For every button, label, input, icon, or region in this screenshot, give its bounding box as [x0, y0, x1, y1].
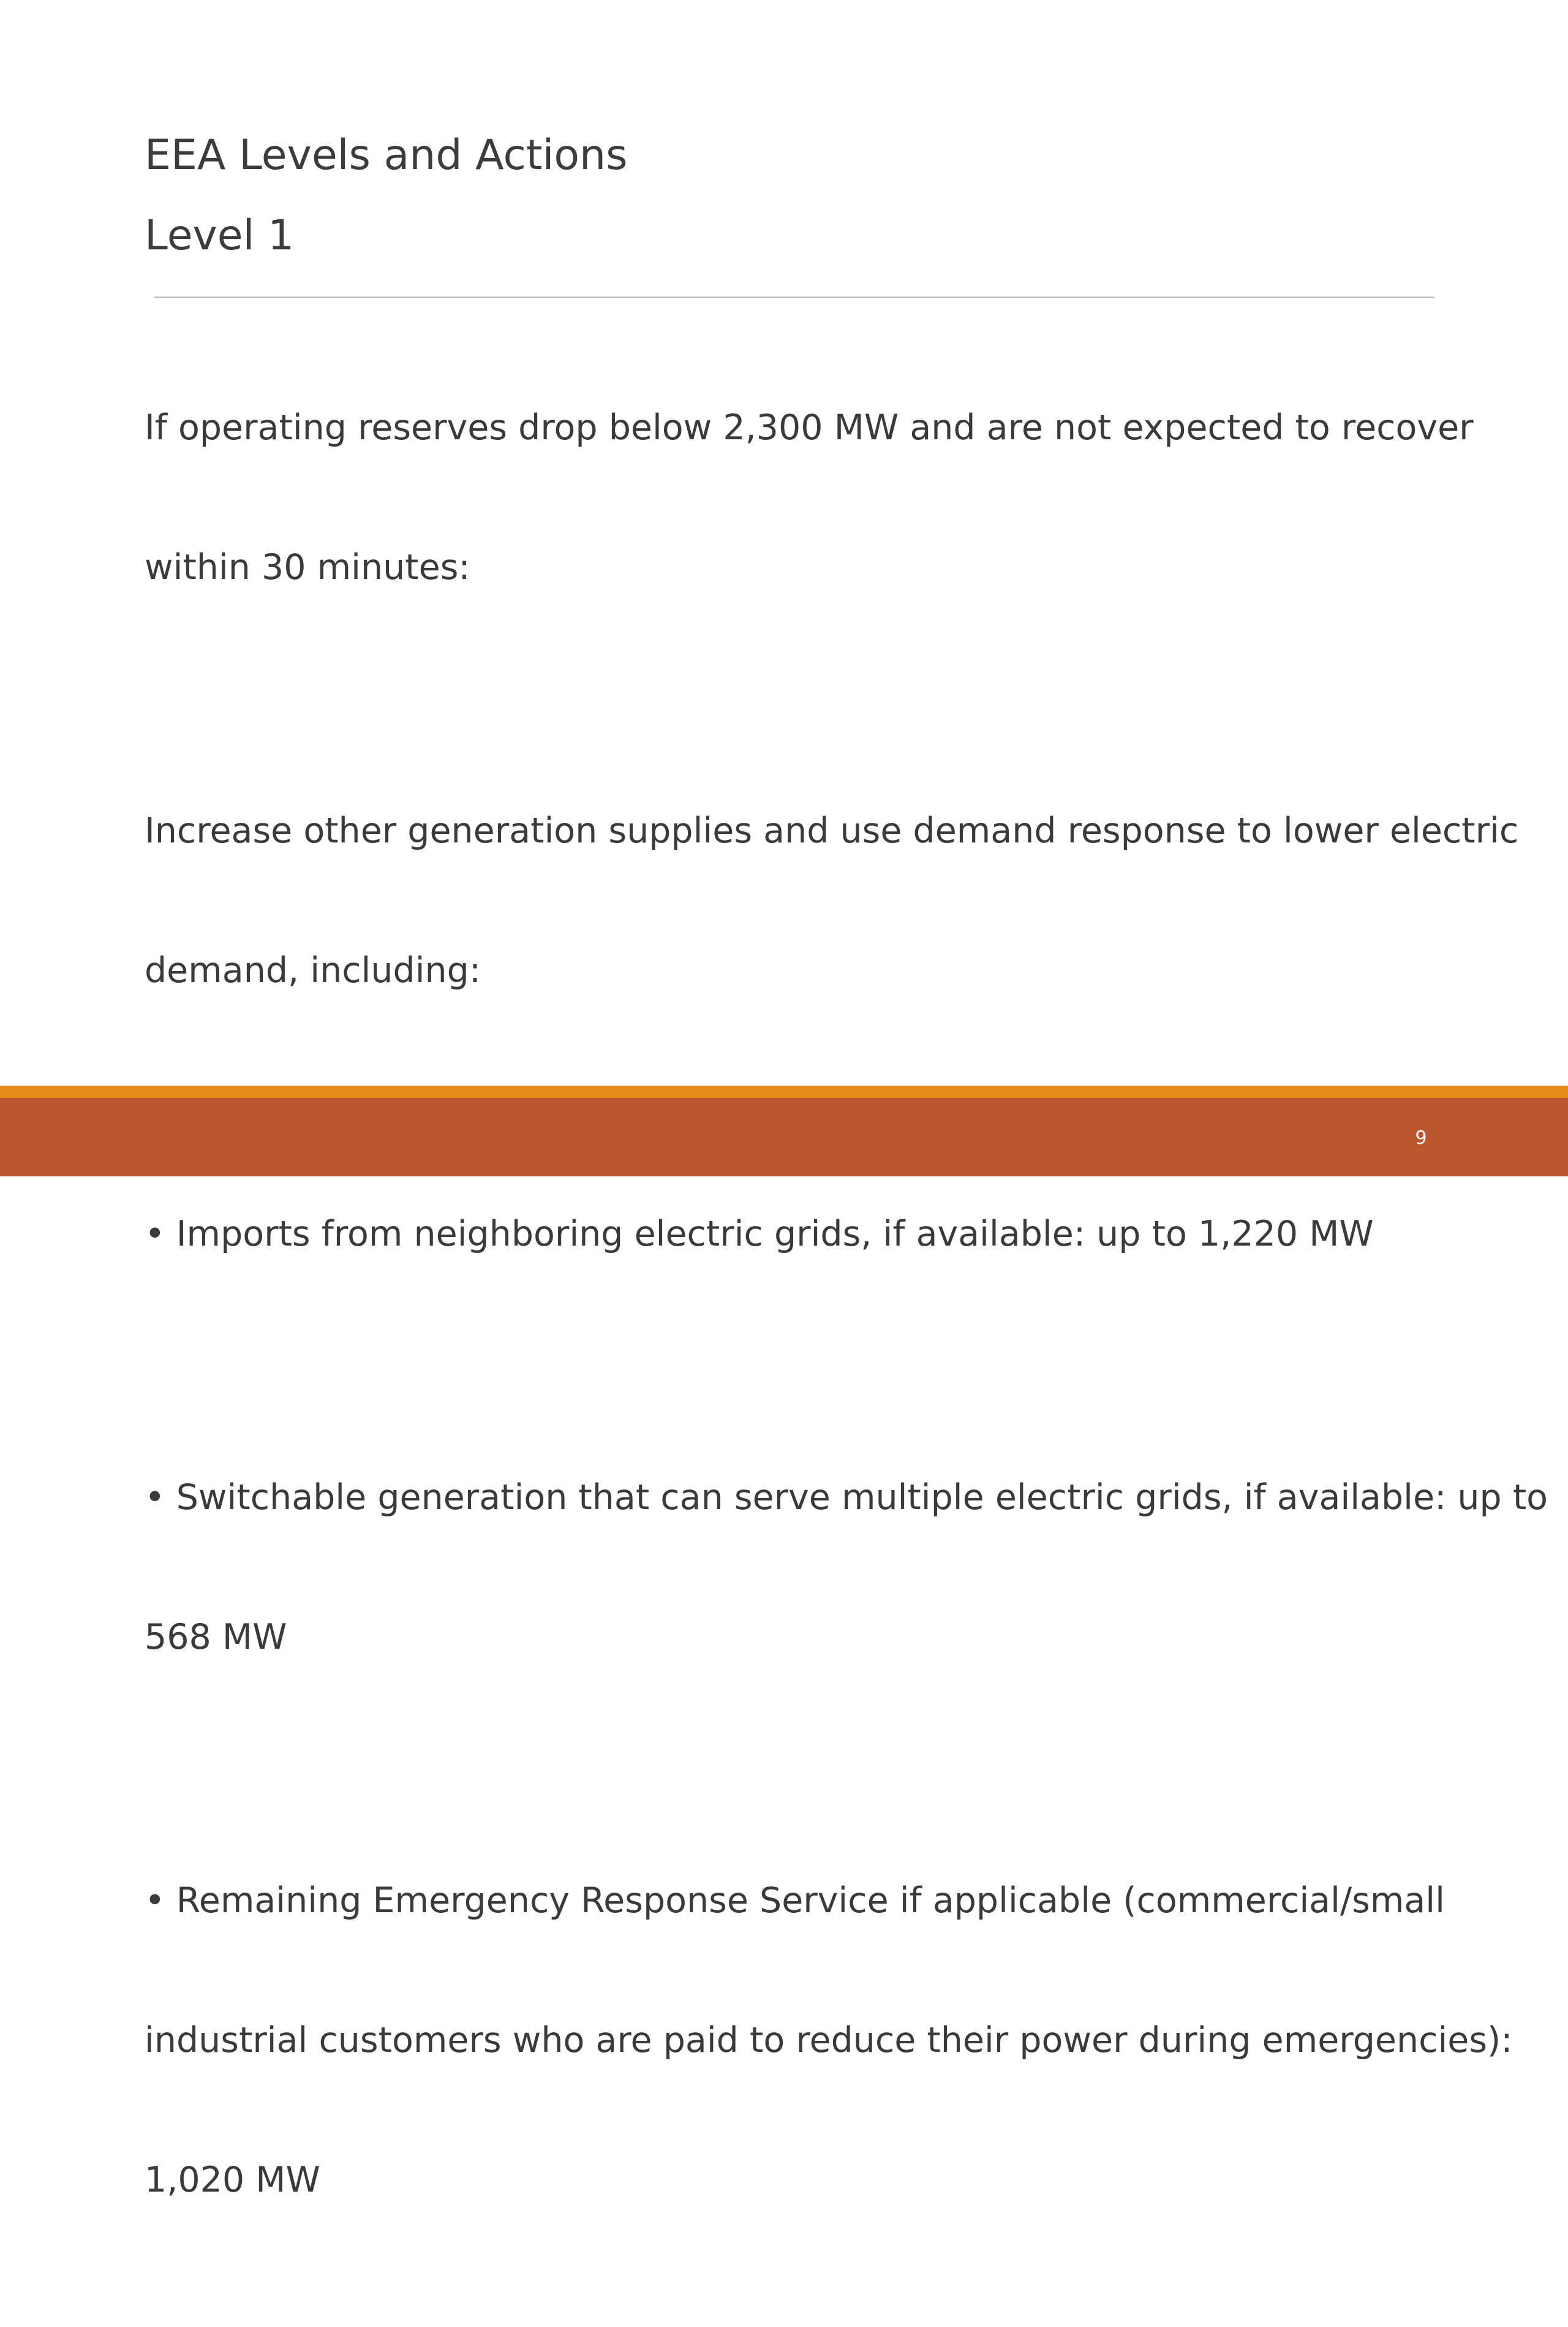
slide-title: EEA Levels and Actions: [145, 131, 628, 180]
footer-bar: [0, 1098, 1568, 1176]
bullet-switchable-generation: [145, 1381, 1553, 1754]
paragraph-line: Increase other generation supplies and use demand response to lower electric: [145, 811, 1519, 851]
body-content: [145, 311, 1553, 2327]
paragraph-actions-intro: [145, 714, 1553, 1087]
slide-subtitle: Level 1: [145, 211, 295, 260]
bullet-emergency-response: [145, 1784, 1553, 2296]
bullet-line: • Remaining Emergency Response Service if applicable (commercial/small: [145, 1880, 1445, 1921]
paragraph-line: demand, including:: [145, 950, 481, 991]
footer-accent-stripe: [0, 1086, 1568, 1098]
title-block: [145, 132, 1431, 260]
page-number: 9: [1415, 1127, 1427, 1149]
title-divider: [154, 297, 1434, 298]
bullet-line: • Switchable generation that can serve multiple electric grids, if available: up to: [145, 1477, 1548, 1518]
paragraph-line: If operating reserves drop below 2,300 MW and are not expected to recover: [145, 407, 1474, 448]
paragraph-line: within 30 minutes:: [145, 547, 470, 588]
bullet-line: industrial customers who are paid to reduce their power during emergencies):: [145, 2020, 1513, 2060]
bullet-line: 1,020 MW: [145, 2160, 320, 2200]
bullet-line: • Imports from neighboring electric grids, if available: up to 1,220 MW: [145, 1214, 1374, 1254]
bullet-line: 568 MW: [145, 1617, 287, 1657]
paragraph-reserve-condition: [145, 311, 1553, 684]
